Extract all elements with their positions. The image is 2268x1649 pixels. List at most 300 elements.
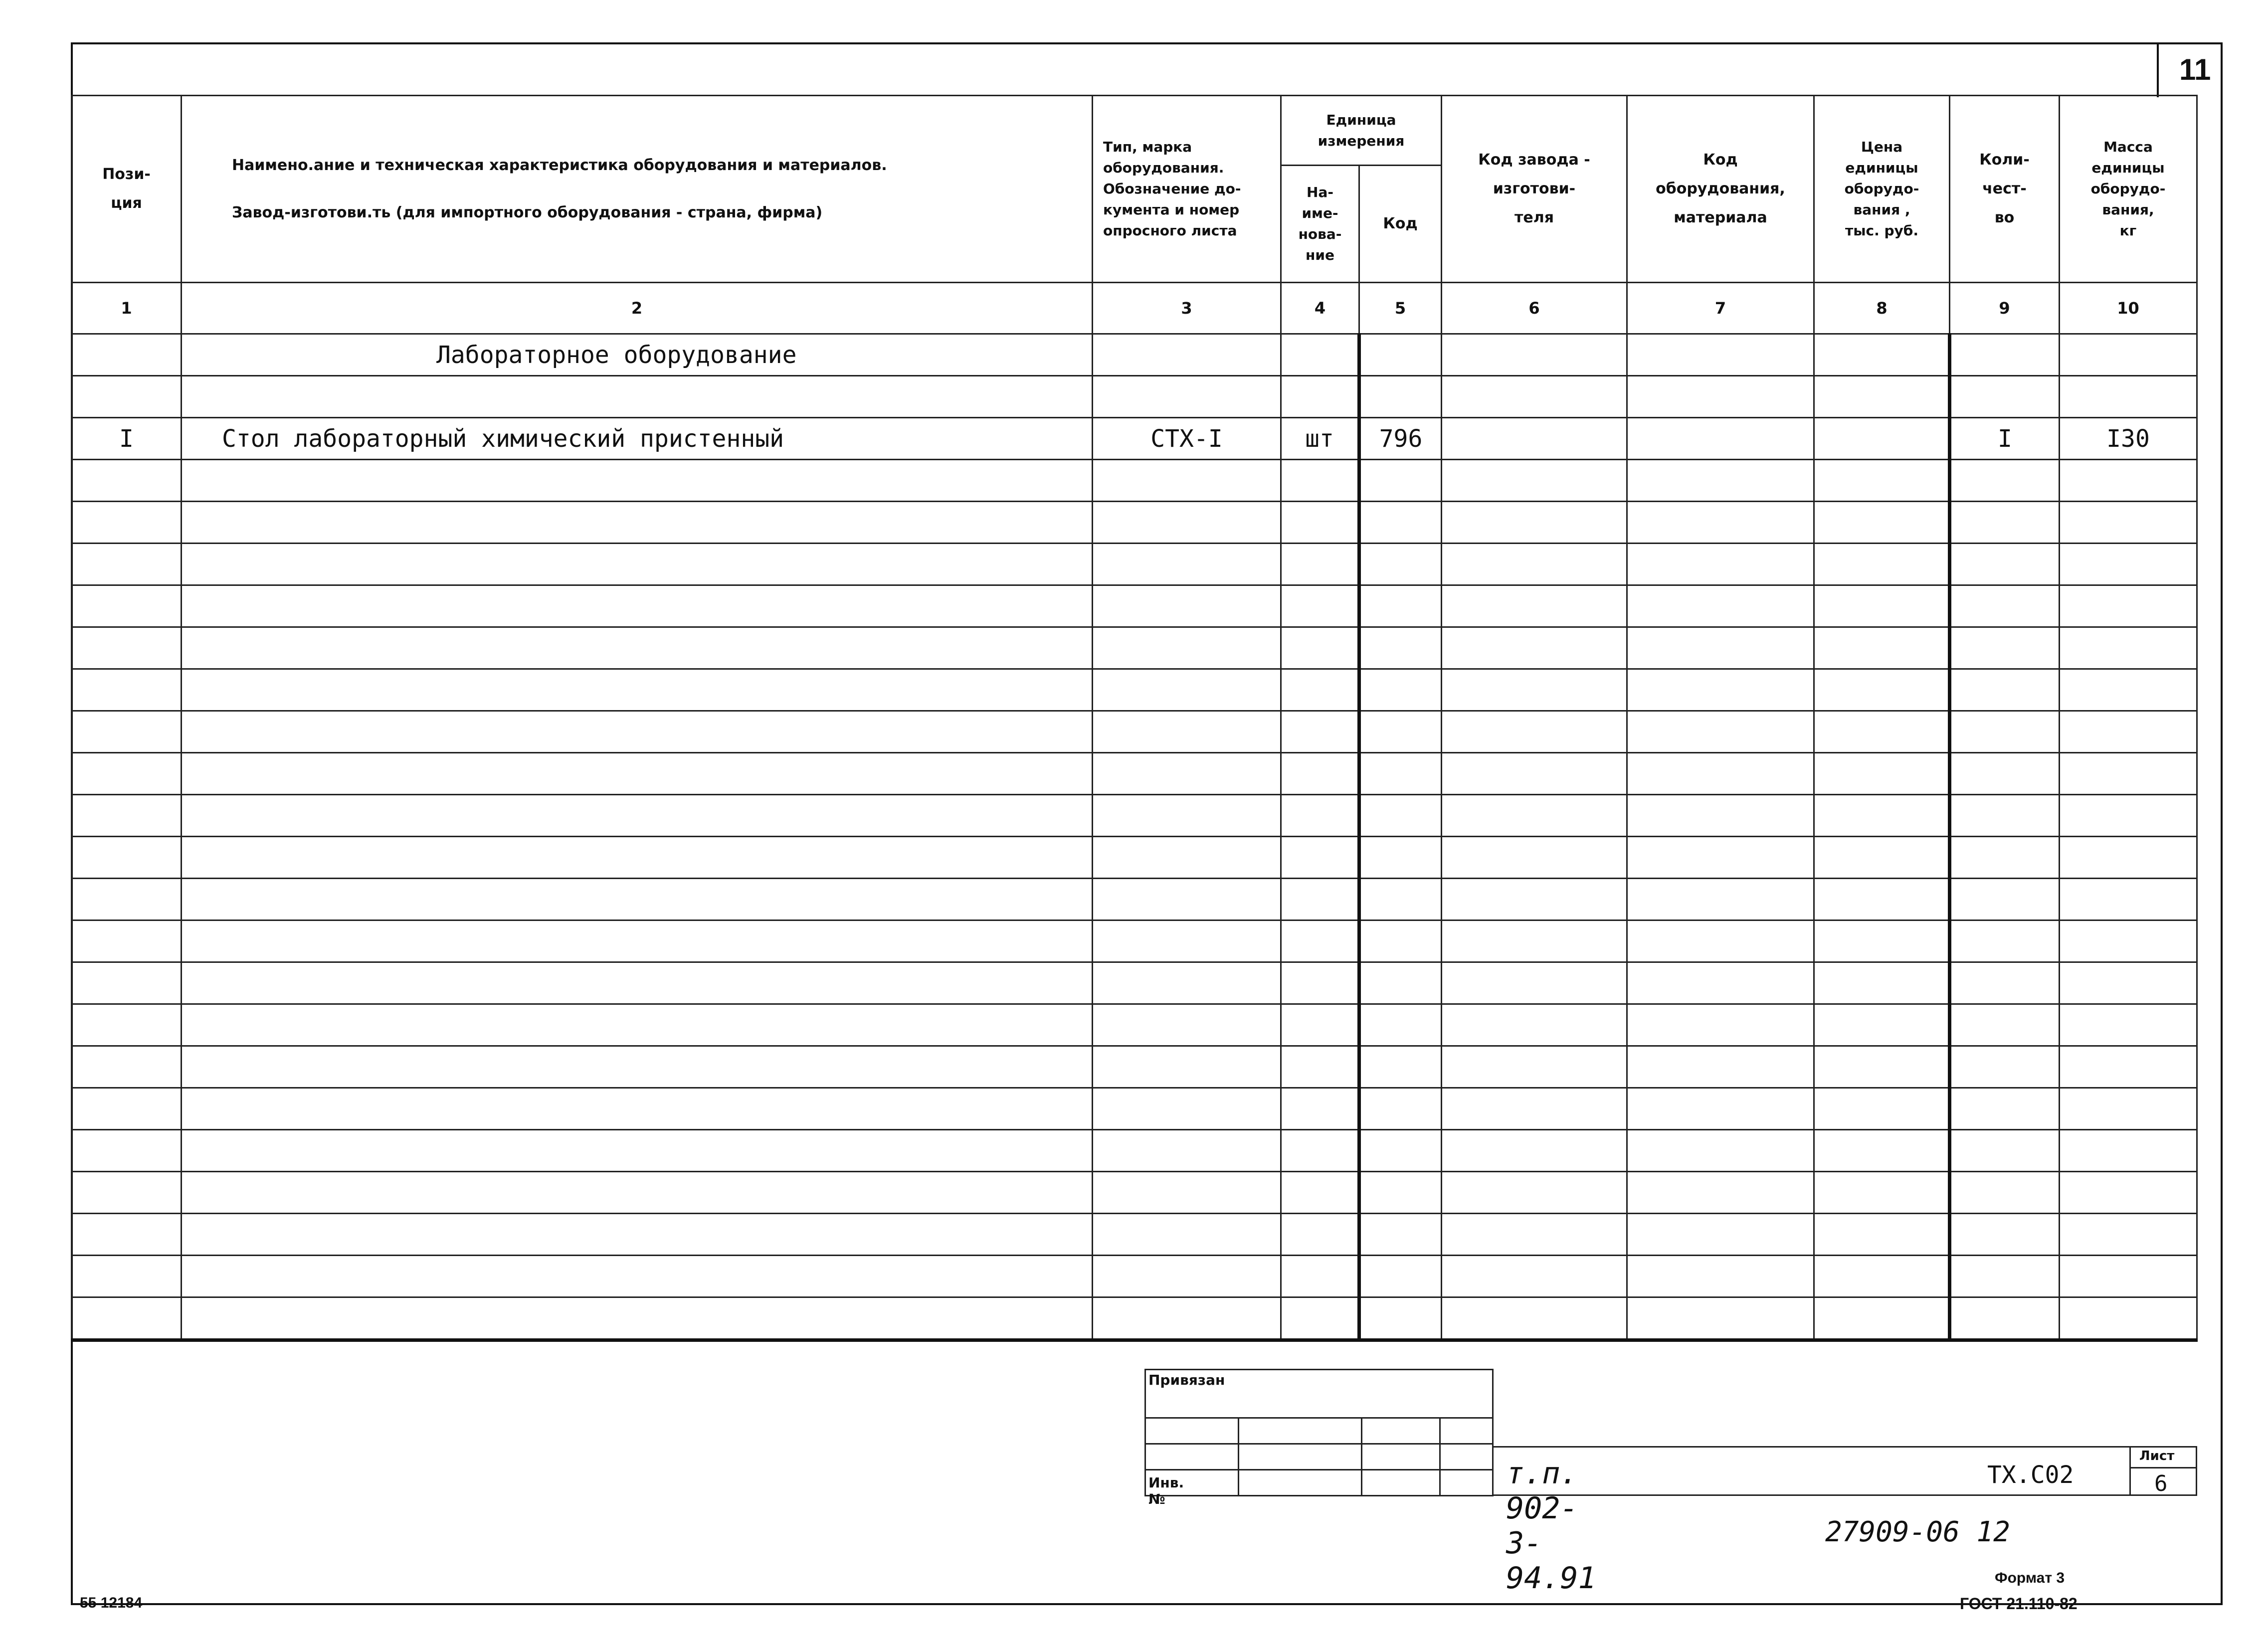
item-factory-code bbox=[1442, 418, 1627, 460]
empty-table-row bbox=[72, 1214, 2197, 1256]
empty-table-cell bbox=[72, 1214, 182, 1256]
empty-table-cell bbox=[1814, 1004, 1950, 1046]
empty-table-cell bbox=[182, 1046, 1093, 1088]
table-cell bbox=[1442, 334, 1627, 376]
header-name: Наимено.ание и техническая характеристика оборудования и материалов. Завод-изготови.ть (для импортного оборудования - страна, фирма) bbox=[182, 96, 1093, 283]
table-cell bbox=[1627, 334, 1814, 376]
empty-table-cell bbox=[2060, 1172, 2197, 1214]
table-cell bbox=[182, 376, 1093, 418]
empty-table-cell bbox=[1281, 544, 1359, 585]
table-cell bbox=[1627, 376, 1814, 418]
empty-table-cell bbox=[1950, 1046, 2060, 1088]
empty-table-cell bbox=[1814, 1046, 1950, 1088]
empty-table-cell bbox=[1950, 502, 2060, 544]
sheet-label: Лист bbox=[2139, 1449, 2175, 1464]
empty-table-cell bbox=[72, 544, 182, 585]
empty-table-cell bbox=[72, 753, 182, 795]
empty-table-cell bbox=[182, 837, 1093, 879]
item-mass: I30 bbox=[2060, 418, 2197, 460]
empty-table-cell bbox=[1359, 627, 1442, 669]
item-row bbox=[72, 418, 2197, 460]
empty-table-cell bbox=[1814, 1297, 1950, 1340]
empty-table-row bbox=[72, 1046, 2197, 1088]
table-cell bbox=[1359, 376, 1442, 418]
empty-table-cell bbox=[2060, 879, 2197, 920]
title-block-cell bbox=[1439, 1443, 1494, 1470]
empty-table-cell bbox=[72, 585, 182, 627]
table-cell bbox=[1093, 376, 1281, 418]
empty-table-cell bbox=[1093, 1256, 1281, 1297]
table-row bbox=[72, 376, 2197, 418]
empty-table-cell bbox=[182, 1214, 1093, 1256]
empty-table-cell bbox=[1359, 795, 1442, 837]
empty-table-cell bbox=[72, 627, 182, 669]
empty-table-cell bbox=[182, 1130, 1093, 1172]
column-number: 4 bbox=[1281, 283, 1359, 334]
project-code: т.п. 902-3-94.91 bbox=[1506, 1456, 1596, 1596]
empty-table-cell bbox=[72, 1297, 182, 1340]
empty-table-cell bbox=[182, 711, 1093, 753]
empty-table-cell bbox=[1281, 1004, 1359, 1046]
empty-table-row bbox=[72, 879, 2197, 920]
empty-table-cell bbox=[1442, 585, 1627, 627]
empty-table-row bbox=[72, 962, 2197, 1004]
empty-table-cell bbox=[72, 711, 182, 753]
empty-table-row bbox=[72, 753, 2197, 795]
header-type: Тип, марка оборудования. Обозначение до- кумента и номер опросного листа bbox=[1093, 96, 1281, 283]
empty-table-cell bbox=[1814, 502, 1950, 544]
header-price: Цена единицы оборудо- вания , тыс. руб. bbox=[1814, 96, 1950, 283]
empty-table-row bbox=[72, 585, 2197, 627]
empty-table-cell bbox=[1442, 544, 1627, 585]
empty-table-cell bbox=[1093, 837, 1281, 879]
empty-table-cell bbox=[1814, 711, 1950, 753]
item-name: Стол лабораторный химический пристенный bbox=[182, 418, 1093, 460]
empty-table-cell bbox=[1281, 837, 1359, 879]
empty-table-cell bbox=[1627, 920, 1814, 962]
empty-table-cell bbox=[1950, 795, 2060, 837]
empty-table-cell bbox=[182, 1004, 1093, 1046]
empty-table-cell bbox=[1627, 1088, 1814, 1130]
empty-table-cell bbox=[1627, 1046, 1814, 1088]
column-number: 1 bbox=[72, 283, 182, 334]
document-code: ТХ.С02 bbox=[1987, 1461, 2074, 1489]
empty-table-cell bbox=[182, 1088, 1093, 1130]
empty-table-cell bbox=[182, 544, 1093, 585]
empty-table-cell bbox=[1281, 1130, 1359, 1172]
empty-table-cell bbox=[72, 962, 182, 1004]
empty-table-cell bbox=[2060, 1297, 2197, 1340]
empty-table-cell bbox=[1442, 669, 1627, 711]
empty-table-cell bbox=[1093, 920, 1281, 962]
table-cell bbox=[2060, 334, 2197, 376]
empty-table-cell bbox=[1950, 711, 2060, 753]
empty-table-cell bbox=[2060, 795, 2197, 837]
inventory-number-label: Инв. № bbox=[1148, 1474, 1184, 1507]
empty-table-cell bbox=[1442, 460, 1627, 502]
header-unit-name: На- име- нова- ние bbox=[1281, 166, 1359, 283]
empty-table-cell bbox=[1281, 502, 1359, 544]
empty-table-cell bbox=[1359, 1046, 1442, 1088]
empty-table-cell bbox=[72, 920, 182, 962]
empty-table-cell bbox=[1627, 1004, 1814, 1046]
empty-table-cell bbox=[1627, 1130, 1814, 1172]
table-cell bbox=[2060, 376, 2197, 418]
empty-table-cell bbox=[72, 1088, 182, 1130]
empty-table-cell bbox=[1627, 502, 1814, 544]
empty-table-cell bbox=[1442, 1256, 1627, 1297]
empty-table-cell bbox=[1093, 1130, 1281, 1172]
title-block-cell bbox=[1238, 1443, 1362, 1470]
empty-table-cell bbox=[182, 627, 1093, 669]
empty-table-row bbox=[72, 1256, 2197, 1297]
empty-table-cell bbox=[1359, 920, 1442, 962]
empty-table-cell bbox=[1814, 1088, 1950, 1130]
title-block-cell bbox=[1238, 1469, 1362, 1496]
empty-table-cell bbox=[1281, 1256, 1359, 1297]
column-number: 10 bbox=[2060, 283, 2197, 334]
empty-table-cell bbox=[1627, 962, 1814, 1004]
attached-label: Привязан bbox=[1148, 1372, 1225, 1388]
empty-table-cell bbox=[2060, 711, 2197, 753]
empty-table-cell bbox=[1950, 837, 2060, 879]
empty-table-cell bbox=[1950, 585, 2060, 627]
empty-table-cell bbox=[1442, 502, 1627, 544]
empty-table-cell bbox=[1950, 1004, 2060, 1046]
empty-table-cell bbox=[1814, 920, 1950, 962]
top-page-number: 11 bbox=[2179, 53, 2211, 86]
empty-table-cell bbox=[1093, 544, 1281, 585]
empty-table-row bbox=[72, 1130, 2197, 1172]
empty-table-cell bbox=[1093, 1088, 1281, 1130]
empty-table-cell bbox=[1281, 627, 1359, 669]
title-block-cell bbox=[1439, 1469, 1494, 1496]
gost-label: ГОСТ 21.110-82 bbox=[1960, 1595, 2078, 1613]
empty-table-cell bbox=[1281, 1297, 1359, 1340]
empty-table-row bbox=[72, 1172, 2197, 1214]
empty-table-cell bbox=[1093, 711, 1281, 753]
empty-table-cell bbox=[2060, 502, 2197, 544]
empty-table-cell bbox=[1359, 837, 1442, 879]
empty-table-cell bbox=[182, 753, 1093, 795]
empty-table-cell bbox=[1093, 795, 1281, 837]
table-cell bbox=[1281, 334, 1359, 376]
empty-table-cell bbox=[1627, 795, 1814, 837]
title-block-cell bbox=[1361, 1469, 1441, 1496]
empty-table-cell bbox=[1281, 585, 1359, 627]
empty-table-cell bbox=[72, 1004, 182, 1046]
empty-table-cell bbox=[1950, 1130, 2060, 1172]
empty-table-cell bbox=[1950, 1256, 2060, 1297]
empty-table-cell bbox=[1950, 879, 2060, 920]
empty-table-cell bbox=[1950, 1172, 2060, 1214]
table-cell bbox=[1814, 334, 1950, 376]
empty-table-cell bbox=[1359, 460, 1442, 502]
empty-table-cell bbox=[1093, 669, 1281, 711]
empty-table-cell bbox=[1627, 879, 1814, 920]
empty-table-cell bbox=[182, 669, 1093, 711]
empty-table-cell bbox=[2060, 1130, 2197, 1172]
empty-table-cell bbox=[1281, 711, 1359, 753]
empty-table-cell bbox=[2060, 585, 2197, 627]
empty-table-cell bbox=[1359, 753, 1442, 795]
empty-table-cell bbox=[2060, 753, 2197, 795]
empty-table-cell bbox=[1093, 502, 1281, 544]
empty-table-cell bbox=[1442, 711, 1627, 753]
bottom-left-code: 55 12184 bbox=[80, 1595, 143, 1611]
empty-table-cell bbox=[1442, 920, 1627, 962]
empty-table-row bbox=[72, 627, 2197, 669]
table-cell bbox=[72, 376, 182, 418]
empty-table-cell bbox=[182, 879, 1093, 920]
empty-rows bbox=[72, 460, 2197, 1340]
empty-table-cell bbox=[72, 1130, 182, 1172]
empty-table-cell bbox=[182, 795, 1093, 837]
empty-table-row bbox=[72, 837, 2197, 879]
empty-table-row bbox=[72, 795, 2197, 837]
header-factory-code: Код завода - изготови- теля bbox=[1442, 96, 1627, 283]
table-cell bbox=[1359, 334, 1442, 376]
empty-table-cell bbox=[182, 585, 1093, 627]
empty-table-row bbox=[72, 1004, 2197, 1046]
empty-table-cell bbox=[1359, 962, 1442, 1004]
column-number: 6 bbox=[1442, 283, 1627, 334]
empty-table-cell bbox=[1442, 837, 1627, 879]
empty-table-cell bbox=[1627, 753, 1814, 795]
item-position: I bbox=[72, 418, 182, 460]
empty-table-cell bbox=[72, 460, 182, 502]
empty-table-cell bbox=[1627, 711, 1814, 753]
empty-table-cell bbox=[1627, 1214, 1814, 1256]
empty-table-cell bbox=[182, 502, 1093, 544]
empty-table-cell bbox=[1359, 1214, 1442, 1256]
empty-table-cell bbox=[2060, 1256, 2197, 1297]
empty-table-cell bbox=[1281, 795, 1359, 837]
column-number: 2 bbox=[182, 283, 1093, 334]
empty-table-cell bbox=[182, 1297, 1093, 1340]
empty-table-cell bbox=[1950, 544, 2060, 585]
empty-table-cell bbox=[72, 502, 182, 544]
empty-table-cell bbox=[1281, 879, 1359, 920]
empty-table-cell bbox=[1442, 1214, 1627, 1256]
table-cell bbox=[1281, 376, 1359, 418]
empty-table-cell bbox=[1627, 1297, 1814, 1340]
title-block-cell bbox=[1439, 1417, 1494, 1445]
table-cell bbox=[1093, 334, 1281, 376]
empty-table-cell bbox=[1627, 669, 1814, 711]
empty-table-cell bbox=[1627, 1172, 1814, 1214]
empty-table-cell bbox=[182, 1256, 1093, 1297]
empty-table-cell bbox=[1950, 920, 2060, 962]
empty-table-cell bbox=[1281, 1046, 1359, 1088]
empty-table-cell bbox=[2060, 669, 2197, 711]
empty-table-cell bbox=[2060, 837, 2197, 879]
table-cell bbox=[1950, 334, 2060, 376]
empty-table-row bbox=[72, 920, 2197, 962]
empty-table-cell bbox=[2060, 1088, 2197, 1130]
table-cell bbox=[1950, 376, 2060, 418]
empty-table-cell bbox=[1093, 879, 1281, 920]
empty-table-cell bbox=[1442, 627, 1627, 669]
column-number: 8 bbox=[1814, 283, 1950, 334]
empty-table-cell bbox=[1814, 753, 1950, 795]
format-label: Формат 3 bbox=[1995, 1570, 2065, 1586]
empty-table-row bbox=[72, 460, 2197, 502]
empty-table-cell bbox=[1093, 1297, 1281, 1340]
empty-table-cell bbox=[1281, 920, 1359, 962]
empty-table-cell bbox=[1950, 669, 2060, 711]
sheet-value: 6 bbox=[2154, 1471, 2168, 1496]
empty-table-cell bbox=[1359, 669, 1442, 711]
empty-table-cell bbox=[1627, 1256, 1814, 1297]
empty-table-cell bbox=[1442, 879, 1627, 920]
header-unit-code: Код bbox=[1359, 166, 1442, 283]
empty-table-cell bbox=[1359, 502, 1442, 544]
empty-table-row bbox=[72, 544, 2197, 585]
empty-table-row bbox=[72, 669, 2197, 711]
section-title-row bbox=[72, 334, 2197, 376]
empty-table-cell bbox=[2060, 544, 2197, 585]
table-cell bbox=[1814, 376, 1950, 418]
empty-table-cell bbox=[1627, 585, 1814, 627]
empty-table-cell bbox=[1281, 753, 1359, 795]
empty-table-cell bbox=[1093, 962, 1281, 1004]
empty-table-cell bbox=[1950, 460, 2060, 502]
empty-table-cell bbox=[1093, 460, 1281, 502]
empty-table-cell bbox=[1359, 585, 1442, 627]
empty-table-cell bbox=[2060, 1004, 2197, 1046]
empty-table-cell bbox=[1627, 837, 1814, 879]
empty-table-cell bbox=[1442, 753, 1627, 795]
empty-table-row bbox=[72, 1088, 2197, 1130]
empty-table-cell bbox=[182, 460, 1093, 502]
project-code-cell bbox=[1492, 1446, 2197, 1496]
empty-table-cell bbox=[1814, 544, 1950, 585]
title-block-cell bbox=[1144, 1417, 1239, 1445]
empty-table-cell bbox=[1359, 1172, 1442, 1214]
empty-table-cell bbox=[1093, 1046, 1281, 1088]
empty-table-cell bbox=[182, 962, 1093, 1004]
title-block-cell bbox=[1361, 1417, 1441, 1445]
item-unit-name: шт bbox=[1281, 418, 1359, 460]
empty-table-cell bbox=[1359, 1256, 1442, 1297]
item-type: СТХ-I bbox=[1093, 418, 1281, 460]
empty-table-cell bbox=[1814, 1130, 1950, 1172]
empty-table-cell bbox=[2060, 920, 2197, 962]
empty-table-cell bbox=[1950, 627, 2060, 669]
empty-table-cell bbox=[1950, 1214, 2060, 1256]
empty-table-cell bbox=[1281, 460, 1359, 502]
empty-table-cell bbox=[1359, 1088, 1442, 1130]
empty-table-cell bbox=[1442, 1088, 1627, 1130]
empty-table-cell bbox=[2060, 627, 2197, 669]
empty-table-cell bbox=[1359, 879, 1442, 920]
empty-table-cell bbox=[1093, 1004, 1281, 1046]
empty-table-cell bbox=[1814, 1256, 1950, 1297]
empty-table-row bbox=[72, 1297, 2197, 1340]
empty-table-cell bbox=[1950, 962, 2060, 1004]
header-unit-group: Единица измерения bbox=[1281, 96, 1442, 166]
equipment-specification-table bbox=[71, 95, 2198, 1342]
empty-table-cell bbox=[1950, 753, 2060, 795]
empty-table-cell bbox=[1627, 627, 1814, 669]
empty-table-cell bbox=[72, 837, 182, 879]
empty-table-cell bbox=[1814, 879, 1950, 920]
empty-table-cell bbox=[2060, 962, 2197, 1004]
empty-table-cell bbox=[1814, 962, 1950, 1004]
column-number: 7 bbox=[1627, 283, 1814, 334]
empty-table-cell bbox=[1281, 962, 1359, 1004]
empty-table-cell bbox=[1442, 1172, 1627, 1214]
empty-table-cell bbox=[1814, 627, 1950, 669]
empty-table-cell bbox=[1442, 1130, 1627, 1172]
empty-table-cell bbox=[72, 1046, 182, 1088]
empty-table-cell bbox=[1814, 460, 1950, 502]
empty-table-cell bbox=[1093, 753, 1281, 795]
empty-table-cell bbox=[182, 1172, 1093, 1214]
empty-table-cell bbox=[1814, 795, 1950, 837]
empty-table-cell bbox=[1093, 627, 1281, 669]
empty-table-cell bbox=[1359, 544, 1442, 585]
empty-table-cell bbox=[1814, 837, 1950, 879]
empty-table-cell bbox=[72, 1256, 182, 1297]
empty-table-cell bbox=[1281, 669, 1359, 711]
empty-table-cell bbox=[1359, 1004, 1442, 1046]
empty-table-cell bbox=[1442, 962, 1627, 1004]
empty-table-cell bbox=[182, 920, 1093, 962]
empty-table-cell bbox=[1442, 1046, 1627, 1088]
empty-table-cell bbox=[1627, 460, 1814, 502]
empty-table-cell bbox=[1442, 1004, 1627, 1046]
item-quantity: I bbox=[1950, 418, 2060, 460]
header-row-1 bbox=[72, 96, 2197, 166]
empty-table-cell bbox=[1814, 669, 1950, 711]
column-number: 5 bbox=[1359, 283, 1442, 334]
empty-table-row bbox=[72, 502, 2197, 544]
column-number: 3 bbox=[1093, 283, 1281, 334]
item-price bbox=[1814, 418, 1950, 460]
empty-table-cell bbox=[1359, 711, 1442, 753]
header-mass: Масса единицы оборудо- вания, кг bbox=[2060, 96, 2197, 283]
title-block-cell bbox=[1238, 1417, 1362, 1445]
empty-table-cell bbox=[1442, 1297, 1627, 1340]
title-block-cell bbox=[1361, 1443, 1441, 1470]
item-equipment-code bbox=[1627, 418, 1814, 460]
empty-table-cell bbox=[1950, 1297, 2060, 1340]
empty-table-cell bbox=[1281, 1088, 1359, 1130]
table-cell bbox=[1442, 376, 1627, 418]
empty-table-cell bbox=[72, 669, 182, 711]
empty-table-cell bbox=[2060, 1214, 2197, 1256]
empty-table-cell bbox=[1093, 585, 1281, 627]
empty-table-cell bbox=[2060, 460, 2197, 502]
item-unit-code: 796 bbox=[1359, 418, 1442, 460]
section-title: Лабораторное оборудование bbox=[182, 334, 1093, 376]
empty-table-cell bbox=[72, 879, 182, 920]
empty-table-row bbox=[72, 711, 2197, 753]
empty-table-cell bbox=[1627, 544, 1814, 585]
empty-table-cell bbox=[1093, 1214, 1281, 1256]
column-number-row bbox=[72, 283, 2197, 334]
empty-table-cell bbox=[72, 1172, 182, 1214]
empty-table-cell bbox=[1814, 585, 1950, 627]
empty-table-cell bbox=[1281, 1172, 1359, 1214]
column-number: 9 bbox=[1950, 283, 2060, 334]
empty-table-cell bbox=[1814, 1172, 1950, 1214]
header-equipment-code: Код оборудования, материала bbox=[1627, 96, 1814, 283]
archive-number: 27909-06 12 bbox=[1825, 1516, 2010, 1548]
empty-table-cell bbox=[1814, 1214, 1950, 1256]
